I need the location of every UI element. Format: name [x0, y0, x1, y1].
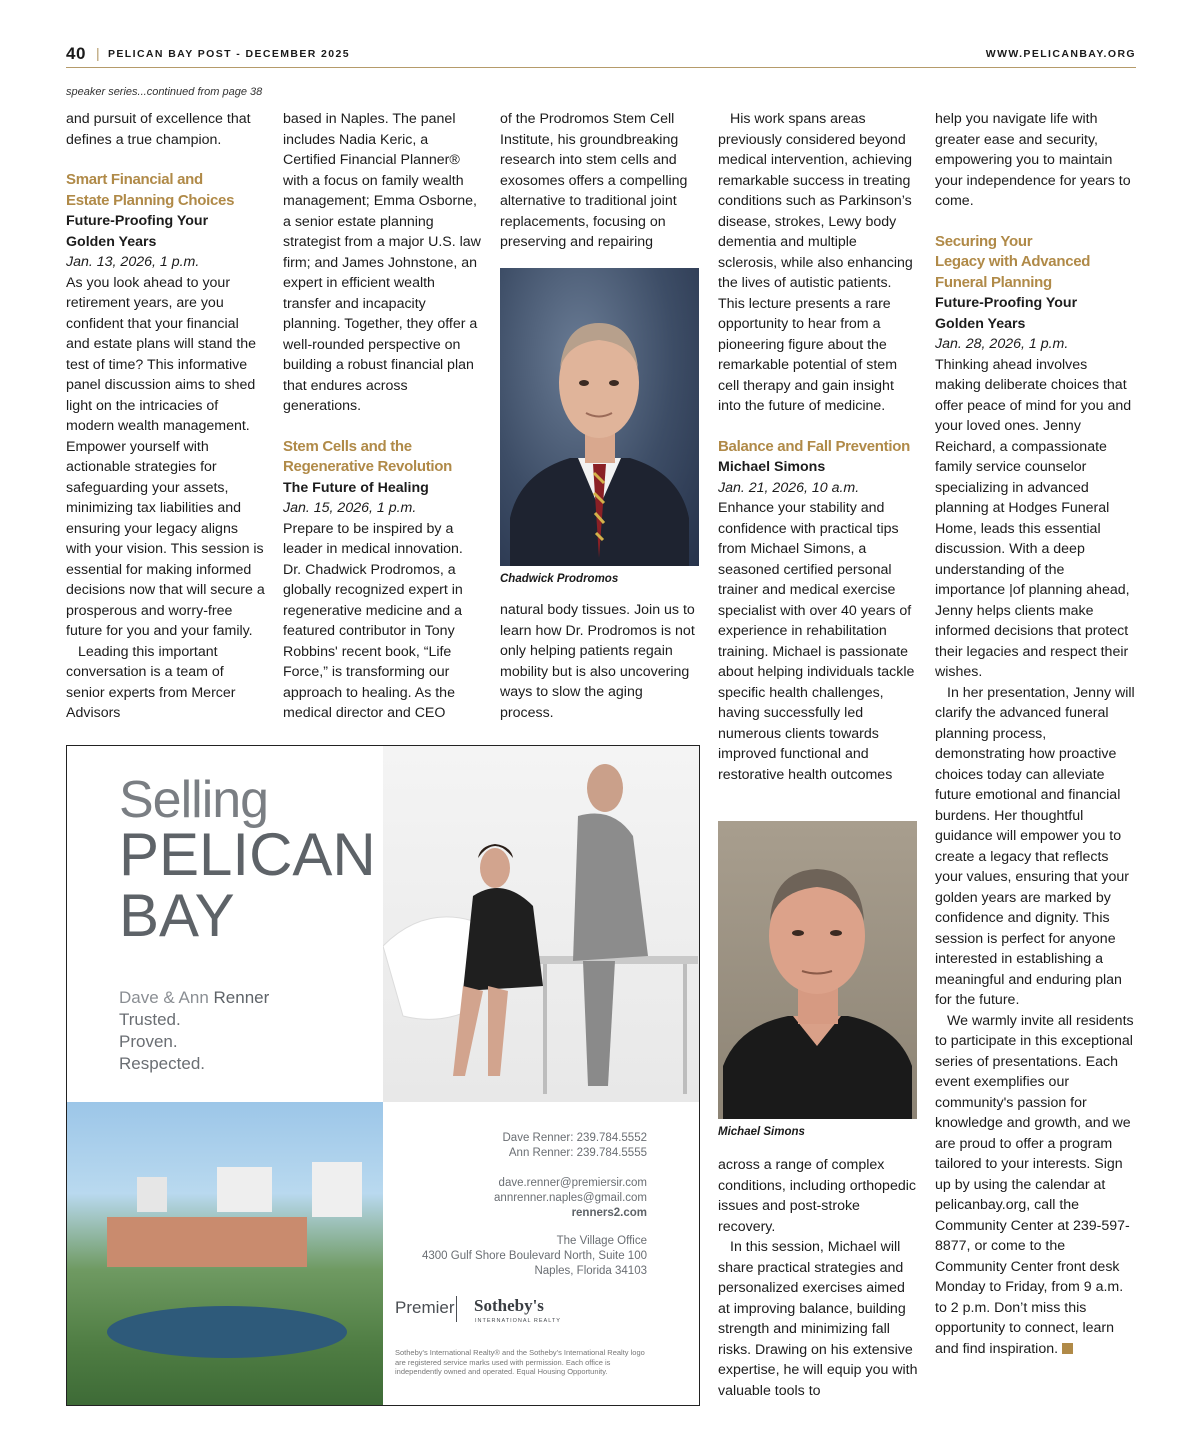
- event-date: Jan. 15, 2026, 1 p.m.: [283, 500, 417, 516]
- office-street: 4300 Gulf Shore Boulevard North, Suite 100: [421, 1250, 647, 1262]
- heading-line: Smart Financial and: [66, 171, 203, 188]
- heading-line: Regenerative Revolution: [283, 458, 452, 475]
- ad-website[interactable]: renners2.com: [571, 1207, 647, 1219]
- ad-headline-selling: Selling: [119, 771, 269, 829]
- paragraph: Prepare to be inspired by a leader in medical innovation. Dr. Chadwick Prodromos, a globally recognized expert in regenerative medicine and a featured contributor in Tony Robbins' recent book, “Life Force,” is transforming our approach to healing. As the medical director and CEO: [283, 520, 463, 721]
- website-link[interactable]: WWW.PELICANBAY.ORG: [985, 48, 1136, 60]
- couple-illustration: [383, 746, 700, 1102]
- article-column-5: [935, 109, 1135, 1359]
- agent-last-name: Renner: [213, 988, 270, 1007]
- paragraph: Thinking ahead involves making deliberate choices that offer peace of mind for you and your loved ones. Jenny Reichard, a compassionate family service counselor specializing in advanced planning at Hodges Funeral Home, leads this essential discussion. With a deep understanding of the importance |of planning ahead, Jenny helps clients make informed decisions that protect their legacies and respect their wishes.: [935, 356, 1132, 680]
- premier-logo-text: Premier: [395, 1298, 455, 1317]
- section-heading-stem-cells: [283, 437, 483, 478]
- agent-names: [119, 988, 269, 1008]
- paragraph: His work spans areas previously considered beyond medical intervention, achieving remarkable success in treating conditions such as Parkinson’s disease, strokes, Lewy body dementia and multiple sclerosis, while also enhancing the lives of autistic patients. This lecture presents a rare opportunity to hear from a pioneering figure about the remarkable potential of stem cell therapy and gain insight into the future of medicine.: [718, 111, 913, 414]
- section-heading-financial: [66, 170, 266, 211]
- event-date: Jan. 21, 2026, 10 a.m.: [718, 479, 860, 496]
- office-name: The Village Office: [556, 1235, 647, 1247]
- continued-note: speaker series...continued from page 38: [66, 86, 263, 98]
- event-date: Jan. 13, 2026, 1 p.m.: [66, 254, 200, 270]
- paragraph: help you navigate life with greater ease and security, empowering you to maintain your independence for years to come.: [935, 111, 1131, 209]
- sothebys-subtitle: INTERNATIONAL REALTY: [475, 1318, 561, 1324]
- paragraph: based in Naples. The panel includes Nadia Keric, a Certified Financial Planner® with a focus on family wealth management; Emma Osborne, a senior estate planning strategist from a major U.S. law firm; and James Johnstone, an expert in efficient wealth transfer and incapacity planning. Together, they offer a well-rounded perspective on building a robust financial plan that endures across generations.: [283, 111, 481, 414]
- phone-ann[interactable]: Ann Renner: 239.784.5555: [508, 1147, 647, 1159]
- real-estate-advertisement[interactable]: [66, 745, 700, 1406]
- paragraph: Leading this important conversation is a team of senior experts from Mercer Advisors: [66, 643, 236, 721]
- heading-line: Funeral Planning: [935, 273, 1052, 291]
- office-city: Naples, Florida 34103: [534, 1265, 647, 1277]
- section-subheading: Future-Proofing Your: [66, 213, 209, 229]
- ad-headline-pelican: PELICAN: [119, 821, 376, 888]
- article-column-3-top: [500, 109, 700, 253]
- paragraph: and pursuit of excellence that defines a true champion.: [66, 111, 251, 148]
- phone-dave[interactable]: Dave Renner: 239.784.5552: [502, 1132, 647, 1144]
- portrait-photo-chadwick: [500, 268, 699, 566]
- legal-disclaimer: Sotheby's International Realty® and the Sotheby's International Realty logo are registered service marks used with permission. Each office is independently owned and operated. Equal Housing Opportunity.: [395, 1348, 645, 1376]
- event-date: Jan. 28, 2026, 1 p.m.: [935, 336, 1069, 352]
- portrait-photo-simons: [718, 821, 917, 1119]
- page-header: [66, 44, 1136, 68]
- ad-headline-bay: BAY: [119, 882, 235, 949]
- article-column-4-top: [718, 109, 918, 785]
- photo-caption: Michael Simons: [718, 1126, 805, 1138]
- section-subheading: Golden Years: [66, 233, 157, 250]
- section-subheading: The Future of Healing: [283, 479, 429, 496]
- portrait-illustration: [718, 821, 917, 1119]
- paragraph: As you look ahead to your retirement years, are you confident that your financial and estate plans will stand the test of time? This informative panel discussion aims to shed light on the intricacies of modern wealth management. Empower yourself with actionable strategies for safeguarding your assets, minimizing tax liabilities and ensuring your legacy aligns with your vision. This session is essential for making informed decisions now that will secure a prosperous and worry-free future for you and your family.: [66, 274, 265, 639]
- paragraph: In her presentation, Jenny will clarify the advanced funeral planning process, demonstrating how proactive choices today can alleviate future emotional and financial burdens. Her thoughtful guidance will empower you to create a legacy that reflects your values, ensuring that your golden years are marked by confidence and dignity. This session is perfect for anyone interested in establishing a meaningful and enduring plan for the future.: [935, 684, 1135, 1008]
- section-heading-funeral: [935, 232, 1135, 294]
- section-heading-balance: Balance and Fall Prevention: [718, 437, 910, 455]
- photo-caption: Chadwick Prodromos: [500, 573, 619, 585]
- aerial-illustration: [67, 1102, 383, 1406]
- paragraph: across a range of complex conditions, including orthopedic issues and post-stroke recovery.: [718, 1157, 916, 1235]
- publication-title: PELICAN BAY POST - DECEMBER 2025: [108, 48, 351, 60]
- paragraph: of the Prodromos Stem Cell Institute, his groundbreaking research into stem cells and exosomes offers a compelling alternative to traditional joint replacements, focusing on preserving and repairing: [500, 111, 688, 250]
- article-column-2: [283, 109, 483, 724]
- section-subheading: Golden Years: [935, 315, 1026, 332]
- paragraph: In this session, Michael will share practical strategies and personalized exercises aimed at improving balance, building strength and minimizing fall risks. Drawing on his extensive expertise, he will equip you with valuable tools to: [718, 1239, 918, 1399]
- email-ann[interactable]: annrenner.naples@gmail.com: [494, 1192, 647, 1204]
- heading-line: Legacy with Advanced: [935, 253, 1091, 270]
- email-dave[interactable]: dave.renner@premiersir.com: [498, 1177, 647, 1189]
- logo-divider: [456, 1296, 457, 1322]
- article-column-4-bottom: [718, 1155, 918, 1401]
- heading-line: Securing Your: [935, 232, 1033, 250]
- tagline-respected: Respected.: [119, 1054, 205, 1073]
- tagline-proven: Proven.: [119, 1032, 178, 1051]
- aerial-photo: [67, 1102, 383, 1406]
- paragraph: [935, 1011, 1135, 1360]
- paragraph-text: We warmly invite all residents to participate in this exceptional series of presentations. Each event exemplifies our community's passion for knowledge and growth, and we are proud to offer a program tailored to your interests. Sign up by using the calendar at pelicanbay.org, call the Community Center at 239-597-8877, or come to the Community Center front desk Monday to Friday, from 9 a.m. to 2 p.m. Don’t miss this opportunity to connect, learn and find inspiration.: [935, 1012, 1134, 1357]
- article-column-1: [66, 109, 266, 724]
- sothebys-logo-text: Sotheby's: [474, 1296, 544, 1315]
- tagline-trusted: Trusted.: [119, 1010, 181, 1029]
- section-subheading: Future-Proofing Your: [935, 295, 1078, 311]
- header-separator: |: [96, 45, 100, 61]
- section-subheading: Michael Simons: [718, 459, 826, 475]
- article-column-3-bottom: [500, 600, 700, 723]
- heading-line: Stem Cells and the: [283, 437, 412, 455]
- paragraph: natural body tissues. Join us to learn how Dr. Prodromos is not only helping patients regain mobility but is also uncovering ways to slow the aging process.: [500, 602, 695, 721]
- agent-first-names: Dave & Ann: [119, 988, 209, 1007]
- couple-photo: [383, 746, 700, 1102]
- page-number: 40: [66, 44, 86, 63]
- heading-line: Estate Planning Choices: [66, 191, 235, 209]
- end-mark-icon: [1062, 1343, 1073, 1354]
- portrait-illustration: [500, 268, 699, 566]
- paragraph: Enhance your stability and confidence with practical tips from Michael Simons, a seasoned certified personal trainer and medical exercise specialist with over 40 years of experience in rehabilitation training. Michael is passionate about helping individuals tackle specific health challenges, having successfully led numerous clients towards improved functional and restorative health outcomes: [718, 500, 915, 783]
